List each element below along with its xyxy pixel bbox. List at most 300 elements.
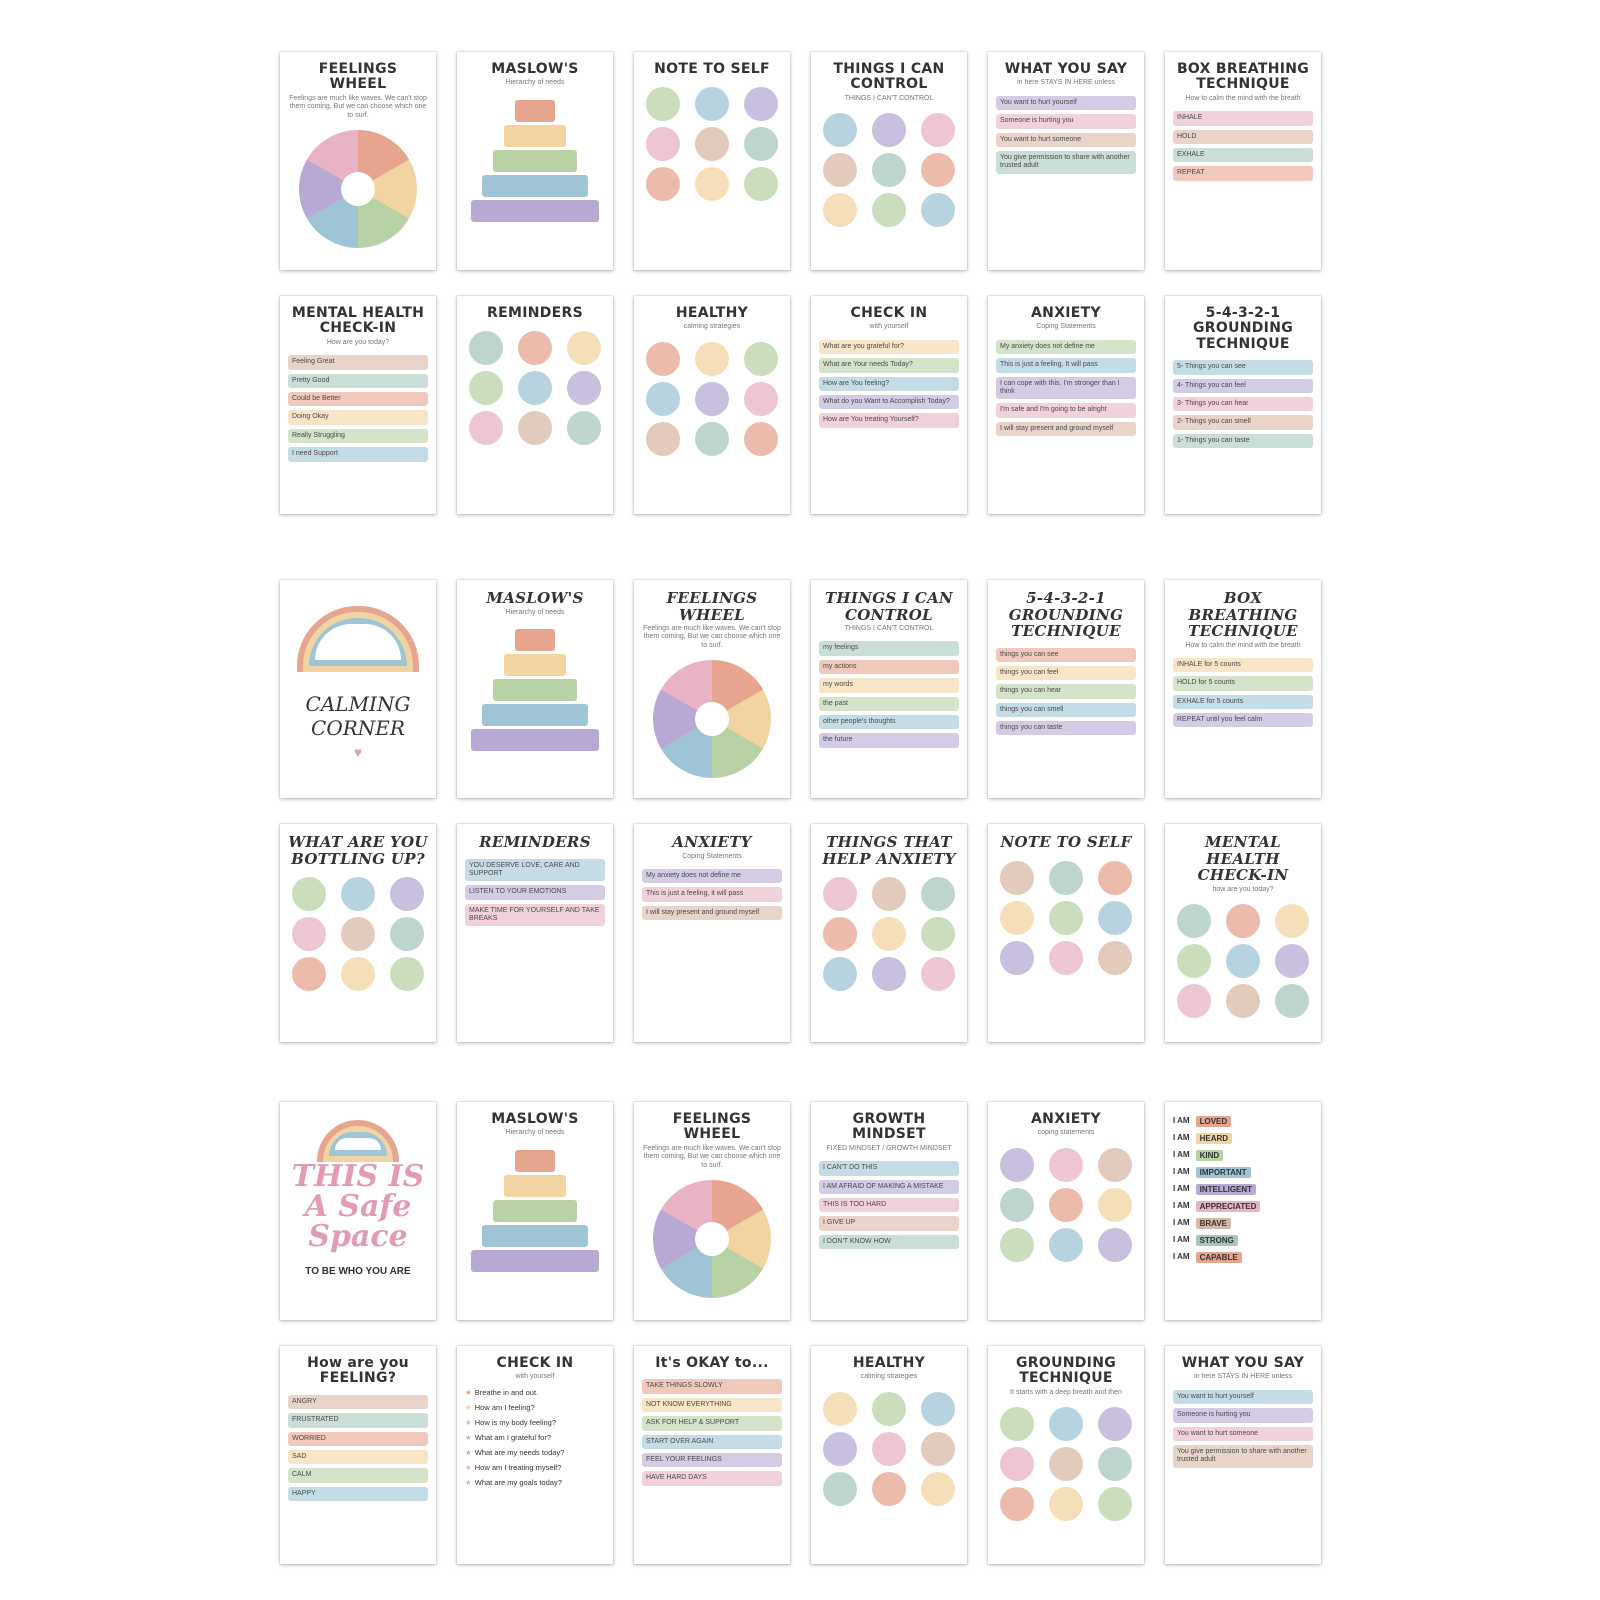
circle-item [646,422,680,456]
pyramid-tier [482,1225,588,1247]
poster-title: CHECK IN [850,305,928,321]
poster-card [457,1346,613,1564]
pyramid-graphic [465,1150,605,1272]
rainbow-graphic [317,1120,399,1162]
circle-item [872,957,906,991]
circle-item [1000,1228,1034,1262]
pyramid-tier [471,200,599,222]
circle-grid [288,877,428,991]
poster-title: NOTE TO SELF [654,61,770,77]
poster-title: WHAT YOU SAY [1004,61,1128,77]
pyramid-tier [515,629,555,651]
poster-card [811,52,967,270]
poster-item: things you can see [996,648,1136,662]
poster-card [457,52,613,270]
affirmation-row [1173,1201,1313,1212]
poster-subtitle: coping statements [1037,1129,1095,1137]
circle-item [921,957,955,991]
poster-title: MASLOW'S [491,1111,579,1127]
circle-grid [819,877,959,991]
poster-item: You want to hurt someone [1173,1427,1313,1441]
circle-item [921,877,955,911]
poster-card [280,824,436,1042]
poster-card [988,296,1144,514]
poster-item: What do you Want to Accomplish Today? [819,395,959,409]
affirmation-prefix: I AM [1173,1133,1190,1142]
star-icon: ★ [465,1462,472,1472]
pyramid-tier [504,654,566,676]
poster-item: You want to hurt someone [996,133,1136,147]
affirmation-prefix: I AM [1173,1116,1190,1125]
check-item-text: How am I feeling? [474,1402,535,1412]
affirmation-list [1173,1116,1313,1263]
pyramid-tier [493,1200,577,1222]
poster-item: I CAN'T DO THIS [819,1161,959,1175]
circle-item [1049,861,1083,895]
poster-item-list [288,1395,428,1501]
star-icon: ★ [465,1387,472,1397]
poster-card [811,296,967,514]
poster-item: My anxiety does not define me [996,340,1136,354]
poster-item: my actions [819,660,959,674]
rainbow-graphic [297,606,419,672]
circle-item [1000,901,1034,935]
pyramid-graphic [465,100,605,222]
circle-item [1000,1148,1034,1182]
circle-grid [819,1392,959,1506]
check-item-text: How am I treating myself? [474,1462,562,1472]
affirmation-row [1173,1218,1313,1229]
poster-item: This is just a feeling, It will pass [996,358,1136,372]
circle-item [390,877,424,911]
affirmation-row [1173,1167,1313,1178]
circle-item [1049,1188,1083,1222]
poster-card [988,52,1144,270]
poster-title: 5-4-3-2-1 GROUNDING TECHNIQUE [1008,589,1124,640]
affirmation-word: APPRECIATED [1196,1201,1261,1212]
poster-item-list [996,340,1136,436]
circle-item [872,193,906,227]
poster-item: my words [819,678,959,692]
circle-item [823,1432,857,1466]
poster-item-list [996,96,1136,174]
poster-item: FRUSTRATED [288,1413,428,1427]
circle-item [695,167,729,201]
pyramid-tier [493,679,577,701]
circle-item [872,1392,906,1426]
poster-item: CALM [288,1468,428,1482]
star-icon: ★ [465,1402,472,1412]
circle-item [1049,1407,1083,1441]
circle-item [921,153,955,187]
poster-card [1165,1102,1321,1320]
affirmation-word: STRONG [1196,1235,1238,1246]
circle-item [872,917,906,951]
poster-title: THINGS THAT HELP ANXIETY [822,833,956,868]
poster-title: CHECK IN [496,1355,574,1371]
poster-item: REPEAT [1173,166,1313,180]
circle-item [1098,941,1132,975]
poster-collage [280,52,1321,1564]
poster-card [457,580,613,798]
poster-card [634,824,790,1042]
poster-item: TAKE THINGS SLOWLY [642,1379,782,1393]
circle-item [341,877,375,911]
circle-item [1226,944,1260,978]
poster-subtitle: THINGS I CAN'T CONTROL [844,94,934,102]
poster-item: my feelings [819,641,959,655]
pyramid-tier [515,100,555,122]
poster-card [457,824,613,1042]
circle-item [1000,1447,1034,1481]
poster-item: HOLD [1173,130,1313,144]
circle-item [469,331,503,365]
poster-item: Feeling Great [288,355,428,369]
circle-item [695,342,729,376]
poster-title: MENTAL HEALTH CHECK-IN [291,305,425,337]
circle-item [1049,1148,1083,1182]
circle-item [1226,984,1260,1018]
poster-title: THINGS I CAN CONTROL [824,589,954,624]
circle-item [469,411,503,445]
poster-item: MAKE TIME FOR YOURSELF AND TAKE BREAKS [465,904,605,927]
affirmation-word: LOVED [1196,1116,1232,1127]
circle-item [1098,901,1132,935]
pyramid-graphic [465,629,605,751]
circle-item [567,411,601,445]
pyramid-tier [504,125,566,147]
poster-item: 4- Things you can feel [1173,379,1313,393]
affirmation-word: KIND [1196,1150,1224,1161]
affirmation-row [1173,1184,1313,1195]
poster-item: things you can taste [996,721,1136,735]
poster-subtitle: Hierarchy of needs [505,608,565,616]
poster-subtitle: FIXED MINDSET / GROWTH MINDSET [826,1144,952,1152]
poster-item: INHALE for 5 counts [1173,658,1313,672]
poster-item: Someone is hurting you [1173,1408,1313,1422]
circle-grid [465,331,605,445]
poster-title: WHAT ARE YOU BOTTLING UP? [288,833,428,868]
poster-subtitle: how are you today? [1212,885,1274,893]
poster-title: THIS IS A Safe Space [291,1159,425,1254]
poster-subtitle: with yourself [869,323,909,331]
poster-title: MASLOW'S [486,589,584,607]
affirmation-prefix: I AM [1173,1184,1190,1193]
poster-item: You give permission to share with another trusted adult [996,151,1136,174]
circle-item [518,371,552,405]
circle-item [1000,1407,1034,1441]
circle-item [823,1392,857,1426]
pyramid-tier [493,150,577,172]
pyramid-tier [482,175,588,197]
circle-item [823,113,857,147]
poster-card [1165,580,1321,798]
poster-title: ANXIETY [1031,305,1101,321]
poster-item: What are you grateful for? [819,340,959,354]
poster-item: 1- Things you can taste [1173,434,1313,448]
poster-item: things you can feel [996,666,1136,680]
circle-grid [1173,904,1313,1018]
poster-title: FEELINGS WHEEL [672,1111,752,1143]
circle-item [872,153,906,187]
affirmation-row [1173,1235,1313,1246]
poster-card [634,52,790,270]
poster-subtitle: Feelings are much like waves. We can't stop them coming, But we can choose which one to surf. [643,1144,781,1169]
poster-card [634,1346,790,1564]
check-item-text: What are my goals today? [474,1477,562,1487]
poster-item: INHALE [1173,111,1313,125]
poster-subtitle: Feelings are much like waves. We can't stop them coming, But we can choose which one to surf. [643,625,781,649]
circle-item [1049,901,1083,935]
circle-item [872,113,906,147]
poster-card [1165,824,1321,1042]
circle-item [518,411,552,445]
pyramid-tier [504,1175,566,1197]
poster-title: REMINDERS [487,305,583,321]
affirmation-word: CAPABLE [1196,1252,1242,1263]
poster-item: SAD [288,1450,428,1464]
circle-item [1275,984,1309,1018]
circle-item [1000,941,1034,975]
poster-item: What are Your needs Today? [819,358,959,372]
circle-item [872,877,906,911]
poster-item: WORRIED [288,1432,428,1446]
circle-item [921,193,955,227]
circle-item [744,167,778,201]
poster-item: I GIVE UP [819,1216,959,1230]
poster-item-list [996,648,1136,736]
poster-item: I can cope with this. I'm stronger than I think [996,377,1136,400]
circle-item [921,1472,955,1506]
poster-item: Doing Okay [288,410,428,424]
poster-card [988,580,1144,798]
circle-item [646,342,680,376]
poster-item-list [819,641,959,747]
circle-grid [996,861,1136,975]
poster-item: Really Struggling [288,429,428,443]
circle-item [823,1472,857,1506]
affirmation-prefix: I AM [1173,1167,1190,1176]
poster-title: MENTAL HEALTH CHECK-IN [1197,833,1289,884]
poster-card [988,1102,1144,1320]
circle-item [469,371,503,405]
circle-item [744,342,778,376]
poster-subtitle: It starts with a deep breath and then [1010,1388,1122,1396]
pyramid-tier [515,1150,555,1172]
poster-item-list [642,869,782,920]
poster-subtitle: calming strategies [860,1373,918,1381]
circle-item [1098,1188,1132,1222]
circle-item [567,331,601,365]
poster-item: LISTEN TO YOUR EMOTIONS [465,885,605,899]
circle-item [823,877,857,911]
poster-card [280,1346,436,1564]
circle-item [1049,1228,1083,1262]
check-item-text: How is my body feeling? [474,1417,557,1427]
circle-item [1177,904,1211,938]
poster-card [457,1102,613,1320]
poster-card [457,296,613,514]
circle-item [1098,1228,1132,1262]
circle-item [921,1432,955,1466]
poster-item: Someone is hurting you [996,114,1136,128]
poster-title: HEALTHY [852,1355,926,1371]
circle-grid [819,113,959,227]
affirmation-word: BRAVE [1196,1218,1231,1229]
poster-title: REMINDERS [479,833,591,851]
poster-item: How are You treating Yourself? [819,413,959,427]
affirmation-row [1173,1150,1313,1161]
affirmation-prefix: I AM [1173,1150,1190,1159]
circle-item [341,957,375,991]
circle-item [1049,1487,1083,1521]
poster-subtitle: in here STAYS IN HERE unless [1194,1373,1292,1381]
poster-card [280,52,436,270]
circle-item [921,1392,955,1426]
poster-title: BOX BREATHING TECHNIQUE [1176,61,1310,93]
poster-item-list [1173,111,1313,181]
circle-item [823,153,857,187]
affirmation-row [1173,1252,1313,1263]
poster-item: I'm safe and I'm going to be alright [996,403,1136,417]
poster-card [280,1102,436,1320]
poster-item: Could be Better [288,392,428,406]
poster-card [280,296,436,514]
circle-grid [642,87,782,201]
circle-item [646,167,680,201]
check-item-text: What are my needs today? [474,1447,565,1457]
check-item [465,1418,605,1427]
circle-item [1000,1487,1034,1521]
check-item [465,1478,605,1487]
poster-card [634,296,790,514]
poster-title: FEELINGS WHEEL [666,589,758,624]
circle-item [292,917,326,951]
poster-item: YOU DESERVE LOVE, CARE AND SUPPORT [465,859,605,882]
affirmation-prefix: I AM [1173,1218,1190,1227]
poster-item: HOLD for 5 counts [1173,676,1313,690]
poster-subtitle: Hierarchy of needs [505,79,565,87]
circle-item [1177,944,1211,978]
poster-item: I AM AFRAID OF MAKING A MISTAKE [819,1180,959,1194]
poster-card [811,1346,967,1564]
star-icon: ★ [465,1447,472,1457]
poster-item: This is just a feeling, it will pass [642,887,782,901]
poster-item: other people's thoughts [819,715,959,729]
check-item [465,1448,605,1457]
poster-item: the future [819,733,959,747]
circle-grid [642,342,782,456]
poster-title: How are you FEELING? [307,1355,409,1387]
circle-item [1098,1407,1132,1441]
poster-item-list [465,859,605,927]
poster-item-list [819,1161,959,1249]
poster-item: My anxiety does not define me [642,869,782,883]
pyramid-tier [471,1250,599,1272]
poster-title: FEELINGS WHEEL [318,61,398,93]
poster-title: CALMING CORNER [305,692,411,740]
poster-card [1165,52,1321,270]
circle-item [1275,944,1309,978]
star-icon: ★ [465,1417,472,1427]
circle-item [390,917,424,951]
star-icon: ★ [465,1477,472,1487]
circle-item [744,127,778,161]
poster-title: ANXIETY [1031,1111,1101,1127]
circle-item [695,382,729,416]
poster-card [280,580,436,798]
poster-title: HEALTHY [675,305,749,321]
poster-subtitle: in here STAYS IN HERE unless [1017,79,1115,87]
poster-item: ASK FOR HELP & SUPPORT [642,1416,782,1430]
circle-item [646,127,680,161]
heart-icon: ♥ [353,744,363,760]
circle-item [1049,941,1083,975]
poster-item: 3- Things you can hear [1173,397,1313,411]
poster-item-list [1173,1390,1313,1468]
poster-item: I DON'T KNOW HOW [819,1235,959,1249]
check-item [465,1433,605,1442]
circle-item [1226,904,1260,938]
circle-item [1000,1188,1034,1222]
circle-item [921,113,955,147]
circle-grid [996,1407,1136,1521]
affirmation-prefix: I AM [1173,1201,1190,1210]
circle-item [872,1432,906,1466]
poster-title: It's OKAY to... [655,1355,769,1371]
check-item [465,1463,605,1472]
poster-item-list [1173,658,1313,728]
pyramid-tier [471,729,599,751]
poster-card [634,1102,790,1320]
circle-item [744,382,778,416]
affirmation-word: HEARD [1196,1133,1232,1144]
poster-item: I will stay present and ground myself [996,422,1136,436]
poster-item: HAPPY [288,1487,428,1501]
poster-item-list [819,340,959,428]
circle-item [872,1472,906,1506]
poster-card [988,824,1144,1042]
circle-item [1177,984,1211,1018]
poster-item: things you can smell [996,703,1136,717]
check-list [465,1388,605,1487]
poster-card [811,824,967,1042]
poster-item: You want to hurt yourself [996,96,1136,110]
circle-item [1098,1447,1132,1481]
poster-card [811,1102,967,1320]
circle-item [695,87,729,121]
check-item [465,1388,605,1397]
poster-item: HAVE HARD DAYS [642,1471,782,1485]
circle-item [695,127,729,161]
poster-subtitle: How to calm the mind with the breath [1185,94,1301,102]
circle-item [1000,861,1034,895]
circle-item [390,957,424,991]
poster-card [811,580,967,798]
poster-item-list [288,355,428,461]
feelings-wheel-graphic [653,1180,771,1298]
circle-item [292,957,326,991]
poster-item: You give permission to share with another trusted adult [1173,1445,1313,1468]
affirmation-prefix: I AM [1173,1235,1190,1244]
poster-subtitle: How are you today? [326,338,390,346]
poster-item-list [642,1379,782,1485]
circle-item [744,422,778,456]
poster-subtitle: Coping Statements [682,852,742,860]
poster-item: THIS IS TOO HARD [819,1198,959,1212]
poster-item: START OVER AGAIN [642,1435,782,1449]
circle-grid [996,1148,1136,1262]
